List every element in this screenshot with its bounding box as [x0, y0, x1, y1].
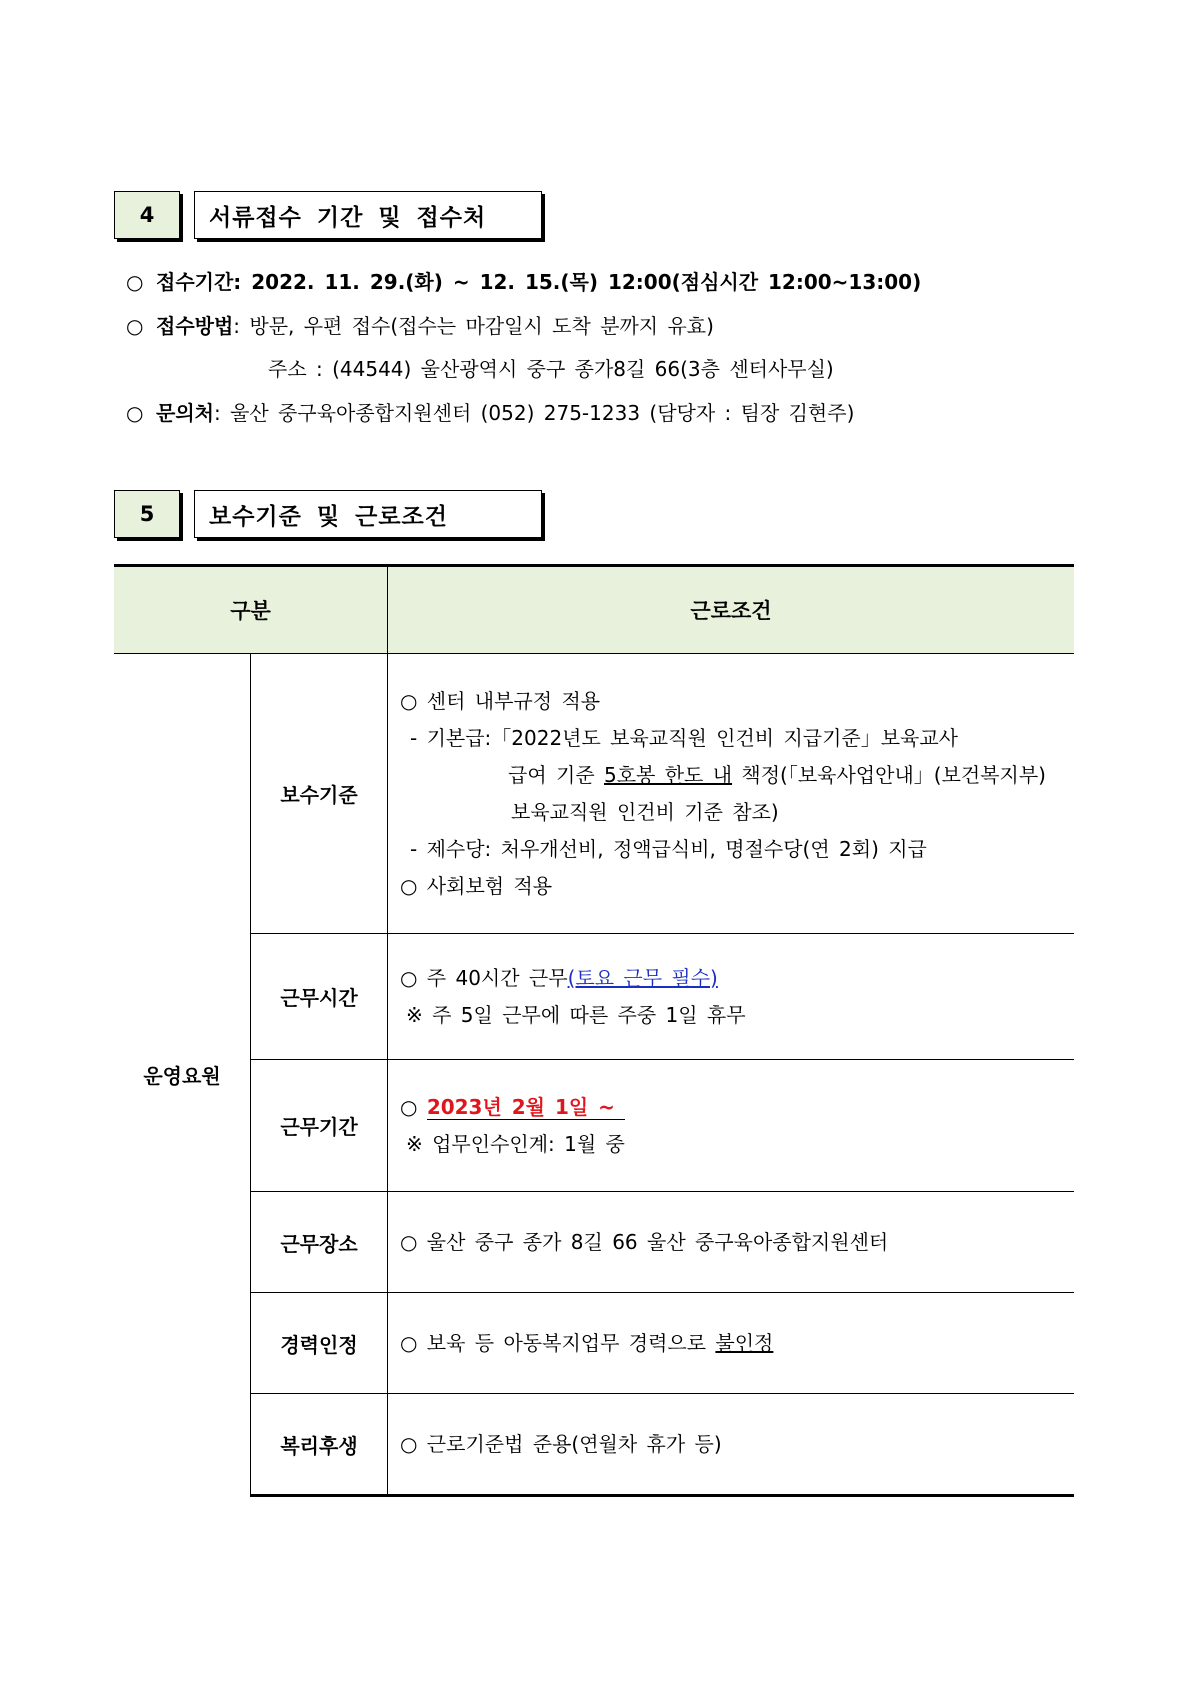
pay-description — [388, 654, 1075, 934]
period-description — [388, 1060, 1075, 1192]
receipt-period-value: : 2022. 11. 29.(화) ~ 12. 15.(목) 12:00(점심시간 12:00~13:00) — [233, 270, 922, 294]
table-row — [114, 1192, 1074, 1293]
receipt-method-line — [126, 310, 714, 339]
career-text: ○ 보육 등 아동복지업무 경력으로 — [400, 1330, 716, 1355]
row-label-place: 근무장소 — [251, 1192, 388, 1293]
pay-line: ○ 센터 내부규정 적용 — [400, 688, 601, 713]
pay-line — [400, 757, 1073, 794]
contact-label: 문의처 — [156, 401, 214, 425]
pay-line: - 제수당: 처우개선비, 정액급식비, 명절수당(연 2회) 지급 — [410, 836, 927, 861]
section-5-header — [114, 490, 544, 542]
row-label-pay: 보수기준 — [251, 654, 388, 934]
table-header-row — [114, 566, 1074, 654]
section-number: 5 — [114, 490, 180, 538]
category-cell: 운영요원 — [114, 654, 251, 1496]
table-row — [114, 1394, 1074, 1496]
place-description — [388, 1192, 1075, 1293]
contact-value: : 울산 중구육아종합지원센터 (052) 275-1233 (담당자 : 팀장 김현주) — [213, 401, 855, 425]
row-label-period: 근무기간 — [251, 1060, 388, 1192]
saturday-work-note: (토요 근무 필수) — [567, 965, 718, 990]
hours-text: ○ 주 40시간 근무 — [400, 965, 568, 990]
circle-bullet-icon: ○ — [126, 314, 144, 338]
section-number: 4 — [114, 191, 180, 239]
period-line — [400, 1089, 1073, 1126]
pay-line: 보육교직원 인건비 기준 참조) — [511, 799, 779, 824]
table-row — [114, 934, 1074, 1060]
receipt-period-line — [126, 266, 921, 295]
hours-line — [400, 960, 1073, 997]
section-title: 서류접수 기간 및 접수처 — [194, 191, 542, 239]
pay-text: 책정(「보육사업안내」(보건복지부) — [732, 762, 1046, 787]
row-label-hours: 근무시간 — [251, 934, 388, 1060]
career-line — [400, 1325, 1073, 1362]
contact-line — [126, 397, 854, 426]
career-description — [388, 1293, 1075, 1394]
receipt-method-value: : 방문, 우편 접수(접수는 마감일시 도착 분까지 유효) — [233, 314, 714, 338]
start-date: 2023년 2월 1일 ~ — [427, 1095, 625, 1120]
section-title: 보수기준 및 근로조건 — [194, 490, 542, 538]
circle-bullet-icon: ○ — [126, 401, 144, 425]
section-4-header — [114, 191, 544, 243]
circle-bullet-icon: ○ — [126, 270, 144, 294]
pay-text: 급여 기준 — [508, 762, 604, 787]
header-conditions: 근로조건 — [388, 566, 1075, 654]
pay-line: ○ 사회보험 적용 — [400, 873, 553, 898]
table-row — [114, 654, 1074, 934]
row-label-welfare: 복리후생 — [251, 1394, 388, 1496]
pay-step-limit: 5호봉 한도 내 — [604, 762, 733, 787]
hours-line: ※ 주 5일 근무에 따른 주중 1일 휴무 — [406, 1002, 746, 1027]
working-conditions-table — [114, 564, 1074, 1497]
hours-description — [388, 934, 1075, 1060]
header-category: 구분 — [114, 566, 388, 654]
table-row — [114, 1060, 1074, 1192]
welfare-line: ○ 근로기준법 준용(연월차 휴가 등) — [400, 1431, 722, 1456]
period-text: ○ — [400, 1094, 427, 1119]
table-row — [114, 1293, 1074, 1394]
period-line: ※ 업무인수인계: 1월 중 — [406, 1131, 625, 1156]
place-line: ○ 울산 중구 종가 8길 66 울산 중구육아종합지원센터 — [400, 1229, 889, 1254]
welfare-description — [388, 1394, 1075, 1496]
row-label-career: 경력인정 — [251, 1293, 388, 1394]
receipt-period-label: 접수기간 — [156, 270, 234, 294]
receipt-method-label: 접수방법 — [156, 314, 234, 338]
pay-line: - 기본급:「2022년도 보육교직원 인건비 지급기준」보육교사 — [410, 725, 959, 750]
receipt-address: 주소 : (44544) 울산광역시 중구 종가8길 66(3층 센터사무실) — [268, 357, 834, 381]
career-not-recognized: 불인정 — [715, 1330, 774, 1355]
